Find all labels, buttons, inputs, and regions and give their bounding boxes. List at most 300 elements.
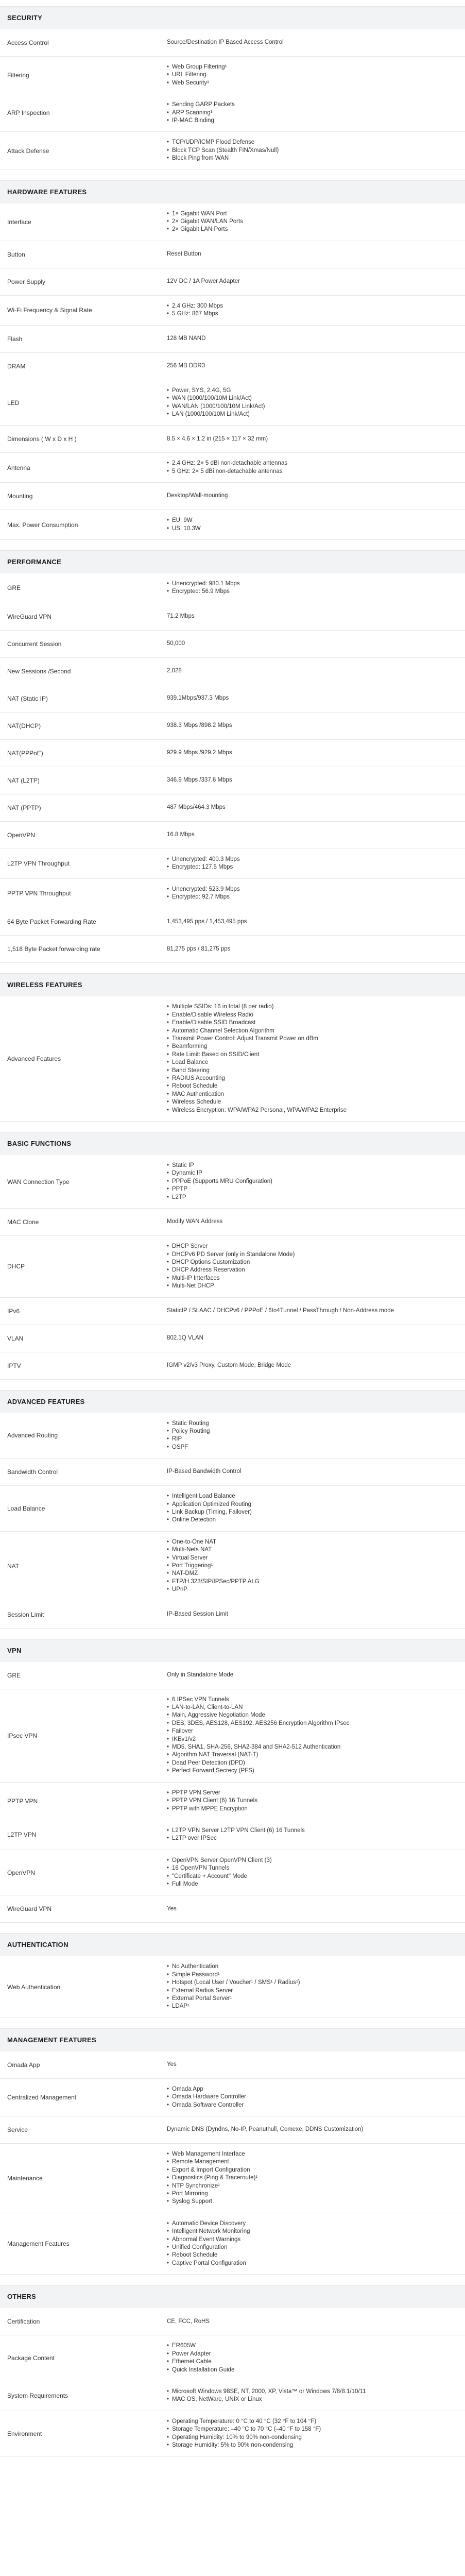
spec-row [0,1601,465,1629]
spec-value: 2,028 [167,668,182,674]
spec-value-list [167,302,465,318]
bullet-item: • DHCP Address Reservation [167,1266,455,1274]
spec-value-list [167,2150,465,2206]
spec-value: 929.9 Mbps /929.2 Mbps [167,750,232,756]
bullet-item: • Automatic Channel Selection Algorithm [167,1027,455,1035]
spec-row [0,908,465,936]
spec-label: PPTP VPN [7,1797,38,1805]
spec-label: Max. Power Consumption [7,521,78,529]
bullet-item: • Multi-IP Interfaces [167,1275,455,1282]
bullet-item: • Transmit Power Control: Adjust Transmit Power on dBm [167,1035,455,1043]
bullet-list [167,856,455,872]
bullet-item: • Quick Installation Guide [167,2366,455,2374]
bullet-list [167,302,455,318]
bullet-item: • Encrypted: 56.9 Mbps [167,588,455,596]
spec-row [0,603,465,631]
section-title: SECURITY [0,6,465,29]
bullet-item: • Multi-Nets NAT [167,1546,455,1554]
spec-row [0,2213,465,2275]
bullet-list [167,1003,455,1114]
spec-row [0,1298,465,1325]
spec-value-list [167,139,465,162]
bullet-item: • WAN (1000/100/10M Link/Act) [167,395,455,402]
bullet-item: • PPTP [167,1185,455,1193]
spec-value: 939.1Mbps/937.3 Mbps [167,695,229,702]
bullet-item: • RADIUS Accounting [167,1075,455,1082]
spec-row [0,94,465,132]
spec-value: IGMP v2/v3 Proxy, Custom Mode, Bridge Mode [167,1362,291,1368]
spec-section [0,2028,465,2275]
spec-row [0,2052,465,2079]
spec-section [0,1933,465,2018]
bullet-item: • OpenVPN Server OpenVPN Client (3) [167,1857,455,1865]
bullet-list [167,63,455,87]
spec-row [0,573,465,603]
spec-label: PPTP VPN Throughput [7,889,71,897]
spec-label: OpenVPN [7,831,36,839]
bullet-list [167,1420,455,1452]
spec-row [0,794,465,822]
section-title: BASIC FUNCTIONS [0,1132,465,1155]
bullet-item: • UPnP [167,1586,455,1594]
bullet-item: • Online Detection [167,1516,455,1524]
bullet-item: • Microsoft Windows 98SE, NT, 2000, XP, Vista™ or Windows 7/8/8.1/10/11 [167,2388,455,2396]
bullet-item: • L2TP VPN Server L2TP VPN Client (6) 16 Tunnels [167,1827,455,1835]
spec-label: Management Features [7,2240,70,2248]
bullet-list [167,1857,455,1889]
spec-label: Advanced Features [7,1055,61,1063]
bullet-item: • EU: 9W [167,517,455,524]
section-title: OTHERS [0,2285,465,2308]
spec-label: WireGuard VPN [7,1905,52,1913]
spec-section [0,1132,465,1379]
spec-value-list [167,886,465,902]
bullet-item: • Rate Limit: Based on SSID/Client [167,1051,455,1059]
spec-label: System Requirements [7,2392,68,2400]
bullet-item: • Omada Software Controller [167,2102,455,2109]
spec-label: GRE [7,584,21,592]
spec-section [0,550,465,963]
spec-value: 50,000 [167,640,185,647]
bullet-item: • ER605W [167,2342,455,2350]
bullet-list [167,2342,455,2374]
bullet-list [167,2418,455,2450]
bullet-list [167,210,455,234]
bullet-item: • Unencrypted: 400.3 Mbps [167,856,455,863]
bullet-item: • MAC Authentication [167,1091,455,1098]
spec-label: L2TP VPN [7,1831,37,1839]
spec-label: IPv6 [7,1307,20,1315]
bullet-item: • Multi-Net DHCP [167,1282,455,1290]
bullet-item: • Intelligent Load Balance [167,1493,455,1500]
bullet-item: • Load Balance [167,1059,455,1066]
bullet-list [167,1162,455,1201]
spec-row [0,713,465,740]
spec-row [0,426,465,453]
bullet-item: • Beamforming [167,1043,455,1050]
spec-label: Access Control [7,39,49,46]
spec-value-list [167,1243,465,1290]
spec-label: OpenVPN [7,1869,36,1876]
bullet-list [167,1243,455,1290]
spec-label: Attack Defense [7,147,49,155]
bullet-item: • 1× Gigabit WAN Port [167,210,455,218]
bullet-item: • Port Mirroring [167,2190,455,2198]
spec-row [0,658,465,685]
bullet-item: • Encrypted: 92.7 Mbps [167,893,455,901]
bullet-item: • Algorithm NAT Traversal (NAT-T) [167,1751,455,1759]
spec-label: LED [7,399,20,406]
bullet-item: • Hotspot (Local User / Voucher¹ / SMS¹ / Radius¹) [167,1979,455,1987]
spec-value: StaticIP / SLAAC / DHCPv6 / PPPoE / 6to4Tunnel / PassThrough / Non-Address mode [167,1307,394,1314]
spec-label: Antenna [7,464,30,471]
spec-label: WAN Connection Type [7,1178,70,1185]
bullet-list [167,886,455,902]
spec-row [0,2381,465,2411]
bullet-item: • Diagnostics (Ping & Traceroute)¹ [167,2174,455,2182]
spec-row [0,1325,465,1352]
spec-value-list [167,1003,465,1114]
bullet-item: • Sending GARP Packets [167,101,455,109]
spec-value: 346.9 Mbps /337.6 Mbps [167,777,232,784]
section-title: WIRELESS FEATURES [0,973,465,996]
spec-value: CE, FCC, RoHS [167,2318,210,2325]
spec-row [0,767,465,794]
spec-label: Interface [7,218,31,226]
spec-label: Web Authentication [7,1983,61,1991]
bullet-item: • 2.4 GHz: 300 Mbps [167,302,455,310]
spec-label: IPTV [7,1362,21,1369]
spec-row [0,353,465,380]
bullet-item: • Link Backup (Timing, Failover) [167,1509,455,1516]
spec-label: DRAM [7,362,26,370]
spec-row [0,296,465,326]
spec-value: 487 Mbps/464.3 Mbps [167,804,226,811]
bullet-item: • DES, 3DES, AES128, AES192, AES256 Encryption Algorithm IPsec [167,1720,455,1727]
spec-value-list [167,1493,465,1524]
spec-row [0,1352,465,1380]
spec-value-list [167,1162,465,1201]
bullet-item: • Ethernet Cable [167,2358,455,2366]
spec-label: NAT (Static IP) [7,694,48,702]
bullet-item: • Static Routing [167,1420,455,1428]
spec-label: New Sessions /Second [7,667,71,675]
spec-label: 64 Byte Packet Forwarding Rate [7,918,96,926]
section-title: VPN [0,1639,465,1662]
spec-value: 71.2 Mbps [167,613,195,620]
spec-label: 1,518 Byte Packet forwarding rate [7,945,100,953]
bullet-item: • IKEv1/v2 [167,1736,455,1743]
spec-label: Wi-Fi Frequency & Signal Rate [7,307,92,314]
bullet-list [167,2086,455,2109]
spec-value-list [167,63,465,87]
bullet-item: • Web Security¹ [167,79,455,87]
bullet-item: • Storage Temperature: –40 °C to 70 °C (–40 °F to 158 °F) [167,2426,455,2433]
spec-value-list [167,1538,465,1594]
spec-value: Modify WAN Address [167,1218,223,1225]
spec-label: Concurrent Session [7,640,62,648]
spec-row [0,132,465,170]
spec-row [0,453,465,483]
spec-value-list [167,580,465,596]
spec-row [0,849,465,879]
spec-label: NAT (PPTP) [7,804,41,811]
spec-label: L2TP VPN Throughput [7,860,70,868]
spec-row [0,326,465,353]
spec-label: Filtering [7,72,29,79]
bullet-item: • Simple Password¹ [167,1971,455,1979]
spec-value-list [167,387,465,419]
bullet-item: • FTP/H.323/SIP/IPSec/PPTP ALG [167,1578,455,1586]
section-title: PERFORMANCE [0,550,465,573]
bullet-item: • 5 GHz: 2× 5 dBi non-detachable antennas [167,468,455,476]
spec-row [0,685,465,713]
bullet-item: • Block TCP Scan (Stealth FIN/Xmas/Null) [167,147,455,155]
bullet-item: • Band Steering [167,1067,455,1075]
bullet-item: • MAC OS, NetWare, UNIX or Linux [167,2396,455,2403]
bullet-item: • L2TP [167,1194,455,1201]
bullet-item: • OSPF [167,1444,455,1451]
bullet-item: • No Authentication [167,1963,455,1971]
spec-value-list [167,1696,465,1775]
section-title: AUTHENTICATION [0,1933,465,1956]
bullet-item: • External Portal Server¹ [167,1995,455,2003]
spec-label: Power Supply [7,278,46,285]
spec-value-list [167,2086,465,2109]
spec-label: Environment [7,2430,42,2437]
spec-value-list [167,1963,465,2010]
spec-row [0,1689,465,1783]
spec-label: Advanced Routing [7,1432,58,1439]
bullet-list [167,1789,455,1813]
bullet-item: • Wireless Schedule [167,1098,455,1106]
spec-value: Yes [167,2061,177,2068]
bullet-item: • DHCP Server [167,1243,455,1250]
spec-label: IPsec VPN [7,1732,38,1739]
bullet-item: • Encrypted: 127.5 Mbps [167,863,455,871]
spec-value-list [167,1857,465,1889]
bullet-item: • Automatic Device Discovery [167,2220,455,2228]
spec-row [0,631,465,658]
spec-label: Dimensions ( W x D x H ) [7,435,77,443]
spec-label: NAT [7,1562,20,1570]
bullet-item: • Main, Aggressive Negotiation Mode [167,1711,455,1719]
bullet-item: • ARP Scanning¹ [167,109,455,117]
bullet-item: • Remote Management [167,2158,455,2166]
spec-value-list [167,2388,465,2404]
bullet-item: • Enable/Disable Wireless Radio [167,1011,455,1019]
spec-row [0,1486,465,1532]
section-title: HARDWARE FEATURES [0,180,465,204]
spec-value: Desktop/Wall-mounting [167,493,228,499]
bullet-list [167,1493,455,1524]
spec-row [0,2079,465,2116]
bullet-item: • Enable/Disable SSID Broadcast [167,1019,455,1027]
spec-label: Session Limit [7,1611,44,1618]
spec-label: NAT (L2TP) [7,776,40,784]
spec-value-list [167,2220,465,2267]
bullet-item: • Static IP [167,1162,455,1170]
spec-value-list [167,1827,465,1843]
spec-row [0,2116,465,2144]
bullet-item: • Block Ping from WAN [167,155,455,162]
bullet-item: • Policy Routing [167,1428,455,1435]
spec-label: Button [7,250,25,258]
bullet-item: • "Certificate + Account" Mode [167,1873,455,1880]
spec-section [0,2285,465,2456]
spec-value-list [167,460,465,476]
bullet-item: • Application Optimized Routing [167,1501,455,1509]
bullet-item: • Failover [167,1727,455,1735]
spec-section [0,1639,465,1923]
bullet-item: • NTP Synchronize¹ [167,2182,455,2190]
spec-value: Reset Button [167,251,201,258]
spec-label: DHCP [7,1263,25,1270]
bullet-item: • LDAP¹ [167,2003,455,2010]
bullet-item: • LAN-to-LAN, Client-to-LAN [167,1704,455,1711]
bullet-item: • Export & Import Configuration [167,2166,455,2174]
bullet-item: • Operating Temperature: 0 °C to 40 °C (32 °F to 104 °F) [167,2418,455,2426]
spec-row [0,996,465,1122]
bullet-item: • PPTP VPN Server [167,1789,455,1797]
bullet-item: • Reboot Schedule [167,2251,455,2259]
spec-value: IP-Based Bandwidth Control [167,1468,242,1475]
bullet-list [167,460,455,476]
spec-row [0,268,465,296]
spec-label: VLAN [7,1334,24,1342]
spec-row [0,380,465,426]
bullet-list [167,2220,455,2267]
spec-value: Dynamic DNS (Dyndns, No-IP, Peanuthull, Comexe, DDNS Customization) [167,2126,364,2133]
bullet-list [167,2388,455,2404]
bullet-list [167,1827,455,1843]
bullet-item: • Power Adapter [167,2350,455,2358]
bullet-item: • Unified Configuration [167,2244,455,2251]
spec-row [0,1155,465,1209]
spec-value: IP-Based Session Limit [167,1611,228,1617]
bullet-item: • DHCPv6 PD Server (only in Standalone Mode) [167,1251,455,1259]
spec-label: Mounting [7,493,33,500]
spec-value: 1,453,495 pps / 1,453,495 pps [167,918,247,925]
bullet-item: • 5 GHz: 867 Mbps [167,310,455,318]
bullet-item: • Web Group Filtering¹ [167,63,455,71]
spec-row [0,936,465,963]
spec-row [0,2308,465,2335]
spec-row [0,1850,465,1896]
bullet-list [167,1963,455,2010]
spec-value: 802.1Q VLAN [167,1334,203,1341]
spec-value: 128 MB NAND [167,335,206,342]
bullet-item: • PPTP with MPPE Encryption [167,1805,455,1813]
spec-section [0,1390,465,1629]
section-title: ADVANCED FEATURES [0,1390,465,1413]
spec-value: 81,275 pps / 81,275 pps [167,945,231,952]
bullet-item: • RIP [167,1435,455,1443]
bullet-item: • Captive Portal Configuration [167,2260,455,2267]
bullet-item: • Wireless Encryption: WPA/WPA2 Personal, WPA/WPA2 Enterprise [167,1107,455,1114]
bullet-list [167,1696,455,1775]
spec-section [0,6,465,170]
bullet-item: • WAN/LAN (1000/100/10M Link/Act) [167,403,455,411]
spec-label: Service [7,2126,28,2133]
bullet-item: • 2.4 GHz: 2× 5 dBi non-detachable antennas [167,460,455,467]
spec-row [0,2411,465,2457]
bullet-item: • MD5, SHA1, SHA-256, SHA2-384 and SHA2-512 Authentication [167,1743,455,1751]
spec-label: Maintenance [7,2174,43,2182]
bullet-item: • PPPoE (Supports MRU Configuration) [167,1178,455,1185]
spec-label: ARP Inspection [7,109,50,117]
spec-value-list [167,517,465,533]
spec-row [0,1459,465,1486]
spec-section [0,973,465,1122]
bullet-item: • Perfect Forward Secrecy (PFS) [167,1767,455,1775]
spec-label: Bandwidth Control [7,1468,58,1476]
bullet-list [167,387,455,419]
spec-row [0,483,465,510]
bullet-item: • TCP/UDP/ICMP Flood Defense [167,139,455,146]
bullet-list [167,1538,455,1594]
bullet-item: • Intelligent Network Monitoring [167,2228,455,2235]
bullet-list [167,580,455,596]
bullet-item: • Omada Hardware Controller [167,2093,455,2101]
spec-row [0,879,465,909]
bullet-item: • IP-MAC Binding [167,117,455,125]
bullet-item: • 2× Gigabit WAN/LAN Ports [167,218,455,226]
spec-value-list [167,1789,465,1813]
spec-row [0,1820,465,1850]
bullet-item: • NAT-DMZ [167,1570,455,1578]
spec-row [0,2335,465,2381]
bullet-item: • Full Mode [167,1880,455,1888]
spec-value-list [167,1420,465,1452]
bullet-item: • 2× Gigabit LAN Ports [167,226,455,233]
spec-row [0,1956,465,2018]
bullet-list [167,2150,455,2206]
spec-value: 16.8 Mbps [167,832,195,838]
bullet-item: • L2TP over IPSec [167,1835,455,1842]
bullet-item: • US: 10.3W [167,525,455,533]
bullet-list [167,139,455,162]
spec-label: NAT(DHCP) [7,722,41,730]
spec-label: MAC Clone [7,1218,39,1226]
bullet-item: • Multiple SSIDs: 16 in total (8 per radio) [167,1003,455,1011]
spec-label: Package Content [7,2354,55,2362]
spec-label: Centralized Management [7,2093,77,2101]
bullet-item: • Reboot Schedule [167,1082,455,1090]
bullet-item: • Web Management Interface [167,2150,455,2158]
spec-value-list [167,210,465,234]
bullet-item: • PPTP VPN Client (6) 16 Tunnels [167,1797,455,1805]
spec-label: WireGuard VPN [7,613,52,620]
spec-row [0,204,465,241]
spec-label: GRE [7,1671,21,1679]
spec-row [0,510,465,540]
bullet-item: • LAN (1000/100/10M Link/Act) [167,411,455,418]
spec-row [0,241,465,268]
spec-value: Source/Destination IP Based Access Control [167,39,284,46]
section-title: MANAGEMENT FEATURES [0,2028,465,2052]
spec-row [0,1532,465,1601]
spec-value: Yes [167,1905,177,1912]
spec-row [0,1783,465,1820]
bullet-item: • One-to-One NAT [167,1538,455,1546]
spec-value: 8.5 × 4.6 × 1.2 in (215 × 117 × 32 mm) [167,435,268,442]
bullet-item: • Syslog Support [167,2198,455,2206]
spec-row [0,1413,465,1459]
spec-value-list [167,101,465,125]
spec-label: Flash [7,335,23,343]
spec-label: Omada App [7,2061,40,2069]
